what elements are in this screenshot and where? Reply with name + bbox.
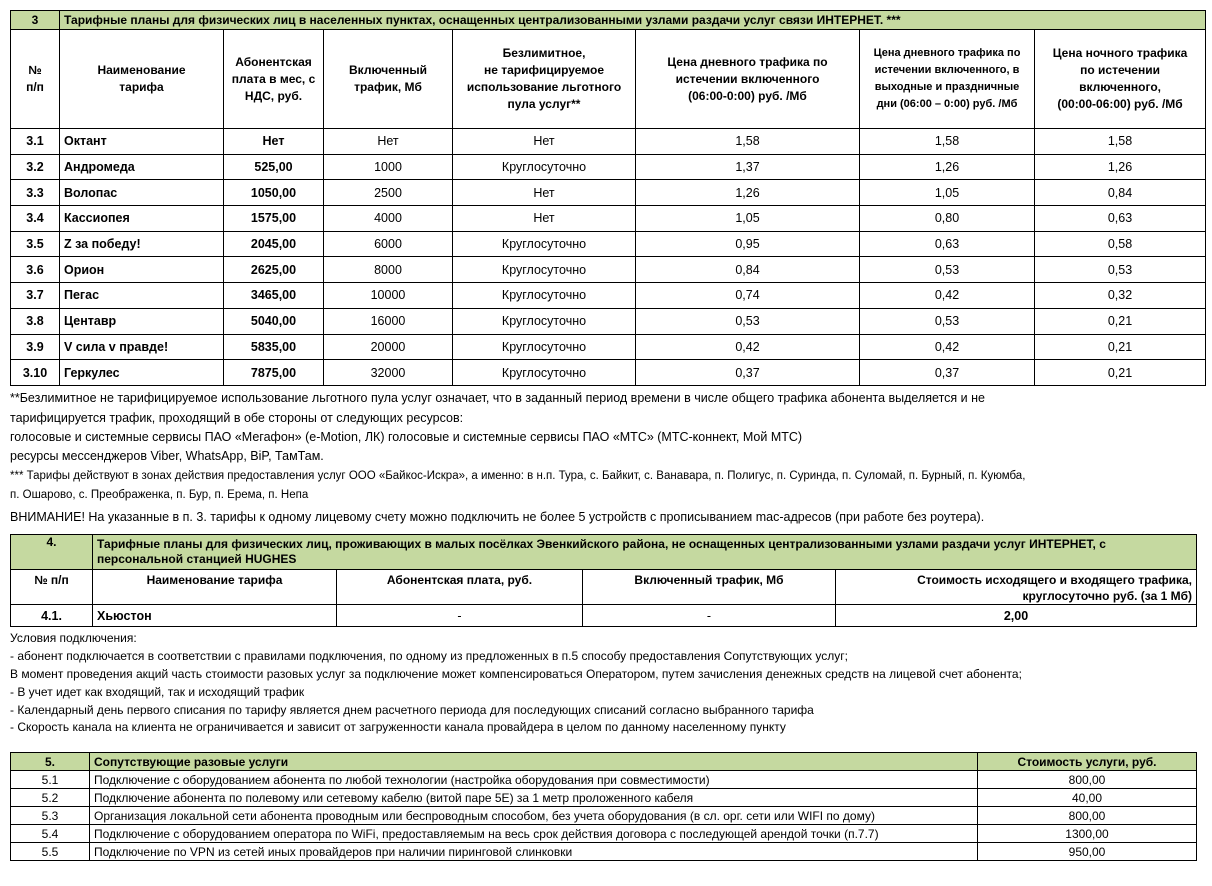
night-price: 0,21	[1035, 334, 1206, 360]
unlimited-pool: Нет	[453, 129, 636, 155]
weekend-price: 0,53	[860, 308, 1035, 334]
tariff-name: Центавр	[60, 308, 224, 334]
row-number: 5.4	[11, 825, 90, 843]
tariff-name: Волопас	[60, 180, 224, 206]
monthly-fee: 2045,00	[224, 231, 324, 257]
unlimited-pool: Круглосуточно	[453, 257, 636, 283]
table-row	[11, 334, 1206, 360]
service-name: Подключение с оборудованием оператора по WiFi, предоставляемым на весь срок действия договора с последующей арендой точки (п.7.7)	[90, 825, 978, 843]
row-number: 5.1	[11, 771, 90, 789]
table-row	[11, 180, 1206, 206]
table-row	[11, 308, 1206, 334]
included-traffic: 6000	[324, 231, 453, 257]
unlimited-pool: Нет	[453, 206, 636, 232]
section-3-number: 3	[11, 11, 60, 30]
weekend-price: 0,37	[860, 360, 1035, 386]
night-price: 0,53	[1035, 257, 1206, 283]
included-traffic: 4000	[324, 206, 453, 232]
service-price: 950,00	[978, 843, 1197, 861]
col-header-night-price: Цена ночного трафика по истечении включенного, (00:00-06:00) руб. /Мб	[1035, 30, 1206, 129]
row-number: 3.6	[11, 257, 60, 283]
day-price: 0,95	[636, 231, 860, 257]
section-5-rows	[11, 771, 1197, 861]
monthly-fee: 525,00	[224, 154, 324, 180]
included-traffic: 1000	[324, 154, 453, 180]
day-price: 1,58	[636, 129, 860, 155]
table-row	[11, 206, 1206, 232]
weekend-price: 1,58	[860, 129, 1035, 155]
weekend-price: 1,05	[860, 180, 1035, 206]
col-header-day-price: Цена дневного трафика по истечении включенного (06:00-0:00) руб. /Мб	[636, 30, 860, 129]
table-row	[11, 257, 1206, 283]
col-header-monthly-fee: Абонентская плата, руб.	[337, 570, 583, 605]
night-price: 0,21	[1035, 360, 1206, 386]
night-price: 1,26	[1035, 154, 1206, 180]
footnote-line: *** Тарифы действуют в зонах действия предоставления услуг ООО «Байкос-Искра», а именно: в н.п. Тура, с. Байкит, с. Ванавара, п. Полигус, п. Суринда, п. Суломай, п. Бурный, п. Куюмба,	[10, 470, 1026, 482]
row-number: 3.8	[11, 308, 60, 334]
table-row	[11, 360, 1206, 386]
table-row	[11, 283, 1206, 309]
section-3-column-headers	[11, 30, 1206, 129]
service-name: Подключение абонента по полевому или сетевому кабелю (витой паре 5Е) за 1 метр проложенного кабеля	[90, 789, 978, 807]
col-header-tariff-name: Наименование тарифа	[93, 570, 337, 605]
unlimited-pool: Круглосуточно	[453, 154, 636, 180]
section-5-title: Сопутствующие разовые услуги	[90, 753, 978, 771]
service-price: 800,00	[978, 771, 1197, 789]
unlimited-pool: Круглосуточно	[453, 283, 636, 309]
table-row	[11, 231, 1206, 257]
col-header-included-traffic: Включенный трафик, Мб	[583, 570, 836, 605]
row-number: 3.9	[11, 334, 60, 360]
day-price: 0,42	[636, 334, 860, 360]
tariff-name: V сила v правде!	[60, 334, 224, 360]
row-number: 3.7	[11, 283, 60, 309]
day-price: 0,37	[636, 360, 860, 386]
service-price: 40,00	[978, 789, 1197, 807]
row-number: 5.5	[11, 843, 90, 861]
unlimited-pool: Круглосуточно	[453, 334, 636, 360]
condition-line: - Календарный день первого списания по тарифу является днем расчетного периода для последующих списаний согласно выбранного тарифа	[10, 703, 814, 717]
row-number: 3.1	[11, 129, 60, 155]
col-header-tariff-name: Наименование тарифа	[60, 30, 224, 129]
row-number: 4.1.	[11, 605, 93, 627]
table-row	[11, 825, 1197, 843]
weekend-price: 0,80	[860, 206, 1035, 232]
condition-line: - В учет идет как входящий, так и исходящий трафик	[10, 685, 305, 699]
unlimited-pool: Круглосуточно	[453, 231, 636, 257]
services-table-section-5	[10, 752, 1197, 861]
table-row	[11, 843, 1197, 861]
condition-line: - абонент подключается в соответствии с правилами подключения, по одному из предложенных в п.5 способу предоставления Сопутствующих услуг;	[10, 649, 848, 663]
col-header-monthly-fee: Абонентская плата в мес, с НДС, руб.	[224, 30, 324, 129]
included-traffic: 20000	[324, 334, 453, 360]
tariff-table-section-4	[10, 534, 1197, 627]
monthly-fee: Нет	[224, 129, 324, 155]
monthly-fee: -	[337, 605, 583, 627]
col-header-number: № п/п	[11, 570, 93, 605]
included-traffic: 32000	[324, 360, 453, 386]
condition-line: - Скорость канала на клиента не ограничивается и зависит от загруженности канала провайдера в целом по данному населенному пункту	[10, 720, 786, 734]
table-row	[11, 789, 1197, 807]
tariff-name: Андромеда	[60, 154, 224, 180]
monthly-fee: 7875,00	[224, 360, 324, 386]
day-price: 0,74	[636, 283, 860, 309]
day-price: 1,37	[636, 154, 860, 180]
monthly-fee: 1050,00	[224, 180, 324, 206]
monthly-fee: 5835,00	[224, 334, 324, 360]
day-price: 0,84	[636, 257, 860, 283]
footnote-line: тарифицируется трафик, проходящий в обе стороны от следующих ресурсов:	[10, 411, 464, 425]
service-name: Подключение по VPN из сетей иных провайдеров при наличии пиринговой слинковки	[90, 843, 978, 861]
night-price: 0,84	[1035, 180, 1206, 206]
traffic-price: 2,00	[836, 605, 1197, 627]
night-price: 0,32	[1035, 283, 1206, 309]
day-price: 1,05	[636, 206, 860, 232]
included-traffic: -	[583, 605, 836, 627]
included-traffic: 2500	[324, 180, 453, 206]
night-price: 1,58	[1035, 129, 1206, 155]
tariff-name: Кассиопея	[60, 206, 224, 232]
monthly-fee: 1575,00	[224, 206, 324, 232]
col-header-weekend-price: Цена дневного трафика по истечении включенного, в выходные и праздничные дни (06:00 – 0:00) руб. /Мб	[860, 30, 1035, 129]
col-header-included-traffic: Включенный трафик, Мб	[324, 30, 453, 129]
tariff-name: Хьюстон	[93, 605, 337, 627]
weekend-price: 1,26	[860, 154, 1035, 180]
row-number: 5.3	[11, 807, 90, 825]
service-name: Подключение с оборудованием абонента по любой технологии (настройка оборудования при совместимости)	[90, 771, 978, 789]
service-price: 1300,00	[978, 825, 1197, 843]
footnote-line: голосовые и системные сервисы ПАО «Мегафон» (e-Motion, ЛК) голосовые и системные сервисы ПАО «МТС» (МТС-коннект, Мой МТС)	[10, 430, 803, 444]
night-price: 0,21	[1035, 308, 1206, 334]
col-header-number: № п/п	[11, 30, 60, 129]
row-number: 5.2	[11, 789, 90, 807]
section-5-header	[11, 753, 1197, 771]
night-price: 0,63	[1035, 206, 1206, 232]
service-price: 800,00	[978, 807, 1197, 825]
row-number: 3.3	[11, 180, 60, 206]
col-header-unlimited-pool: Безлимитное, не тарифицируемое использование льготного пула услуг**	[453, 30, 636, 129]
tariff-table-section-3	[10, 10, 1206, 386]
section-5-number: 5.	[11, 753, 90, 771]
row-number: 3.10	[11, 360, 60, 386]
col-header-traffic-price: Стоимость исходящего и входящего трафика, круглосуточно руб. (за 1 Мб)	[836, 570, 1197, 605]
weekend-price: 0,53	[860, 257, 1035, 283]
included-traffic: Нет	[324, 129, 453, 155]
tariff-name: Z за победу!	[60, 231, 224, 257]
conditions-heading: Условия подключения:	[10, 631, 137, 645]
tariff-name: Геркулес	[60, 360, 224, 386]
table-row	[11, 605, 1197, 627]
included-traffic: 16000	[324, 308, 453, 334]
footnote-line: ресурсы мессенджеров Viber, WhatsApp, BiP, ТамТам.	[10, 449, 324, 463]
day-price: 1,26	[636, 180, 860, 206]
section-4-number: 4.	[11, 535, 93, 570]
section-3-rows	[11, 129, 1206, 386]
day-price: 0,53	[636, 308, 860, 334]
table-row	[11, 807, 1197, 825]
table-row	[11, 129, 1206, 155]
tariff-name: Октант	[60, 129, 224, 155]
row-number: 3.2	[11, 154, 60, 180]
tariff-name: Пегас	[60, 283, 224, 309]
monthly-fee: 3465,00	[224, 283, 324, 309]
unlimited-pool: Круглосуточно	[453, 360, 636, 386]
unlimited-pool: Нет	[453, 180, 636, 206]
table-row	[11, 771, 1197, 789]
section-3-title: Тарифные планы для физических лиц в населенных пунктах, оснащенных централизованными узлами раздачи услуг связи ИНТЕРНЕТ. ***	[60, 11, 1206, 30]
row-number: 3.4	[11, 206, 60, 232]
col-header-service-price: Стоимость услуги, руб.	[978, 753, 1197, 771]
tariff-name: Орион	[60, 257, 224, 283]
weekend-price: 0,42	[860, 334, 1035, 360]
section-4-header	[11, 535, 1197, 570]
warning-note: ВНИМАНИЕ! На указанные в п. 3. тарифы к одному лицевому счету можно подключить не более 5 устройств с прописыванием mac-адресов (при работе без роутера).	[10, 510, 985, 524]
included-traffic: 10000	[324, 283, 453, 309]
footnote-line: п. Ошарово, с. Преображенка, п. Бур, п. Ерема, п. Непа	[10, 489, 309, 501]
section-4-column-headers	[11, 570, 1197, 605]
table-row	[11, 154, 1206, 180]
section-3-header	[11, 11, 1206, 30]
weekend-price: 0,63	[860, 231, 1035, 257]
condition-line: В момент проведения акций часть стоимости разовых услуг за подключение может компенсироваться Оператором, путем зачисления денежных средств на лицевой счет абонента;	[10, 667, 1022, 681]
section-4-title: Тарифные планы для физических лиц, проживающих в малых посёлках Эвенкийского района, не оснащенных централизованными узлами раздачи услуг ИНТЕРНЕТ, с персональной станцией HUGHES	[93, 535, 1197, 570]
footnote-line: **Безлимитное не тарифицируемое использование льготного пула услуг означает, что в заданный период времени в числе общего трафика абонента выделяется и не	[10, 391, 985, 405]
monthly-fee: 2625,00	[224, 257, 324, 283]
row-number: 3.5	[11, 231, 60, 257]
service-name: Организация локальной сети абонента проводным или беспроводным способом, без учета оборудования (в сл. орг. сети или WIFI по дому)	[90, 807, 978, 825]
weekend-price: 0,42	[860, 283, 1035, 309]
included-traffic: 8000	[324, 257, 453, 283]
night-price: 0,58	[1035, 231, 1206, 257]
monthly-fee: 5040,00	[224, 308, 324, 334]
unlimited-pool: Круглосуточно	[453, 308, 636, 334]
